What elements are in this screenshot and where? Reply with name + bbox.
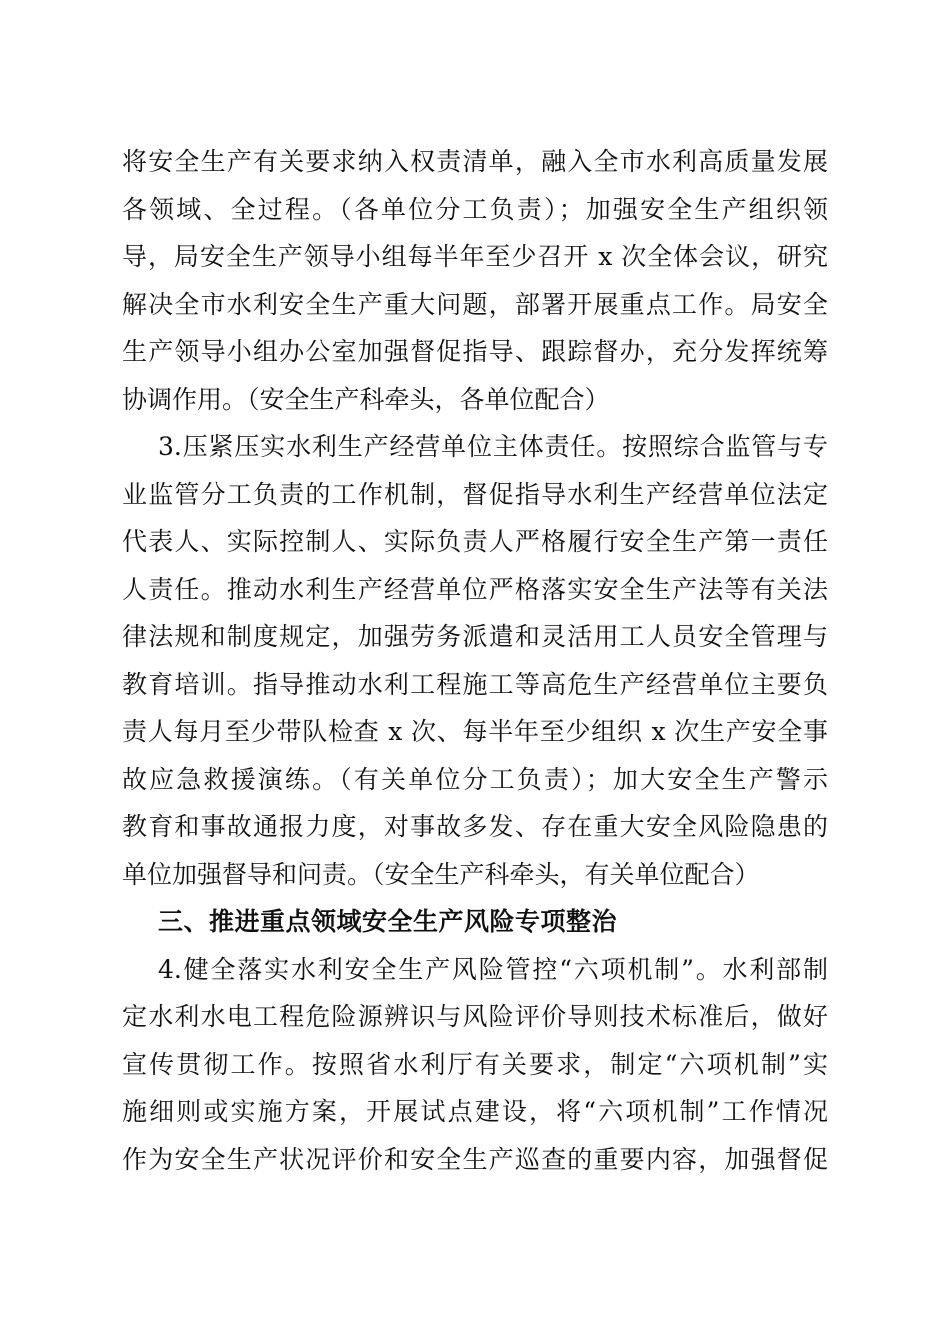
- text-line: 宣传贯彻工作。按照省水利厅有关要求，制定“六项机制”实: [122, 1049, 828, 1079]
- text-line: 3.压紧压实水利生产经营单位主体责任。按照综合监管与专: [158, 432, 828, 461]
- paragraph-responsibility-list: [122, 138, 828, 423]
- document-body: [122, 138, 828, 1183]
- text-line: 施细则或实施方案，开展试点建设，将“六项机制”工作情况: [122, 1097, 828, 1126]
- text-line: 4.健全落实水利安全生产风险管控“六项机制”。水利部制: [158, 954, 828, 984]
- text-line: 导，局安全生产领导小组每半年至少召开 x 次全体会议，研究: [122, 242, 828, 271]
- text-line: 律法规和制度规定，加强劳务派遣和灵活用工人员安全管理与: [122, 622, 828, 651]
- text-line: 故应急救援演练。（有关单位分工负责）；加大安全生产警示: [122, 764, 828, 794]
- text-line: 将安全生产有关要求纳入权责清单，融入全市水利高质量发展: [122, 147, 828, 176]
- section-heading: 三、推进重点领域安全生产风险专项整治: [158, 907, 618, 936]
- text-line: 单位加强督导和问责。（安全生产科牵头，有关单位配合）: [122, 859, 760, 889]
- text-line: 人责任。推动水利生产经营单位严格落实安全生产法等有关法: [122, 574, 828, 604]
- text-line: 作为安全生产状况评价和安全生产巡查的重要内容，加强督促: [122, 1144, 828, 1174]
- text-line: 业监管分工负责的工作机制，督促指导水利生产经营单位法定: [122, 479, 828, 509]
- text-line: 教育培训。指导推动水利工程施工等高危生产经营单位主要负: [122, 669, 828, 699]
- text-line: 定水利水电工程危险源辨识与风险评价导则技术标准后，做好: [122, 1002, 828, 1031]
- text-line: 代表人、实际控制人、实际负责人严格履行安全生产第一责任: [122, 527, 828, 556]
- text-line: 解决全市水利安全生产重大问题，部署开展重点工作。局安全: [122, 289, 828, 319]
- text-line: 各领域、全过程。（各单位分工负责）；加强安全生产组织领: [122, 194, 828, 224]
- text-line: 教育和事故通报力度，对事故多发、存在重大安全风险隐患的: [122, 812, 828, 841]
- text-line: 生产领导小组办公室加强督促指导、跟踪督办，充分发挥统筹: [122, 337, 828, 366]
- paragraph-item-3: [122, 423, 828, 898]
- text-line: 协调作用。（安全生产科牵头，各单位配合）: [122, 384, 610, 414]
- text-line: 责人每月至少带队检查 x 次、每半年至少组织 x 次生产安全事: [122, 717, 828, 746]
- paragraph-item-4: [122, 946, 828, 1184]
